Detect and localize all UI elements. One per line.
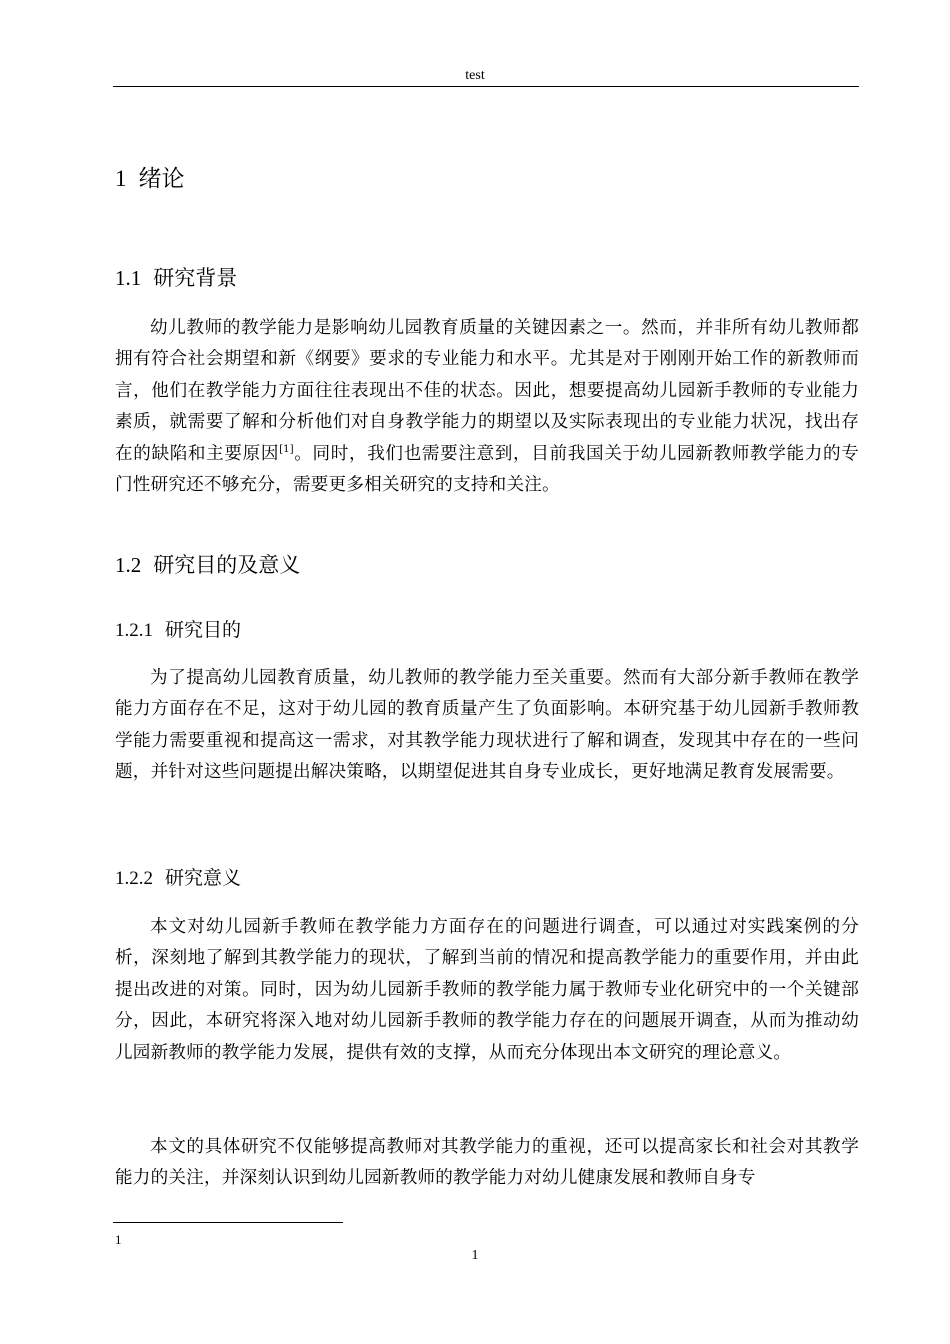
- subsection-title: 研究意义: [165, 867, 242, 889]
- footnote-rule: [113, 1222, 343, 1223]
- paragraph-background: [115, 313, 859, 501]
- section-number: 1.1: [115, 266, 142, 290]
- header-rule: [113, 86, 859, 87]
- subsection-number: 1.2.1: [115, 620, 153, 641]
- paragraph-purpose: 为了提高幼儿园教育质量，幼儿教师的教学能力至关重要。然而有大部分新手教师在教学能力方面存在不足，这对于幼儿园的教育质量产生了负面影响。本研究基于幼儿园新手教师教学能力需要重视和提高这一需求，对其教学能力现状进行了解和调查，发现其中存在的一些问题，并针对这些问题提出解决策略，以期望促进其自身专业成长，更好地满足教育发展需要。: [115, 668, 859, 783]
- subsection-number: 1.2.2: [115, 868, 153, 889]
- section-title: 研究目的及意义: [153, 553, 301, 577]
- paragraph-significance-1: 本文对幼儿园新手教师在教学能力方面存在的问题进行调查，可以通过对实践案例的分析，深刻地了解到其教学能力的现状，了解到当前的情况和提高教学能力的重要作用，并由此提出改进的对策。同时，因为幼儿园新手教师的教学能力属于教师专业化研究中的一个关键部分，因此，本研究将深入地对幼儿园新手教师的教学能力存在的问题展开调查，从而为推动幼儿园新教师的教学能力发展，提供有效的支撑，从而充分体现出本文研究的理论意义。: [115, 917, 859, 1063]
- chapter-number: 1: [115, 166, 127, 191]
- chapter-heading: [115, 160, 185, 193]
- subsection-title: 研究目的: [165, 619, 242, 641]
- footnote-mark: 1: [115, 1232, 122, 1247]
- chapter-title: 绪论: [138, 166, 185, 192]
- subsection-heading-1-2-1: [115, 615, 241, 642]
- subsection-heading-1-2-2: [115, 863, 241, 890]
- paragraph-text-continued: 。同时，我们也需要注意到，目前我国关于幼儿园新教师教学能力的专门性研究还不够充分，需要更多相关研究的支持和关注。: [115, 443, 859, 496]
- section-heading-1-1: [115, 262, 237, 292]
- page-header: test: [465, 68, 485, 83]
- page-number: 1: [471, 1248, 479, 1263]
- citation-ref: [1]: [279, 443, 294, 455]
- section-title: 研究背景: [153, 266, 238, 290]
- paragraph-significance-2: 本文的具体研究不仅能够提高教师对其教学能力的重视，还可以提高家长和社会对其教学能力的关注，并深刻认识到幼儿园新教师的教学能力对幼儿健康发展和教师自身专: [115, 1137, 859, 1189]
- section-heading-1-2: [115, 549, 300, 579]
- paragraph-text: 幼儿教师的教学能力是影响幼儿园教育质量的关键因素之一。然而，并非所有幼儿教师都拥有符合社会期望和新《纲要》要求的专业能力和水平。尤其是对于刚刚开始工作的新教师而言，他们在教学能力方面往往表现出不佳的状态。因此，想要提高幼儿园新手教师的专业能力素质，就需要了解和分析他们对自身教学能力的期望以及实际表现出的专业能力状况，找出存在的缺陷和主要原因: [115, 318, 859, 464]
- section-number: 1.2: [115, 553, 142, 577]
